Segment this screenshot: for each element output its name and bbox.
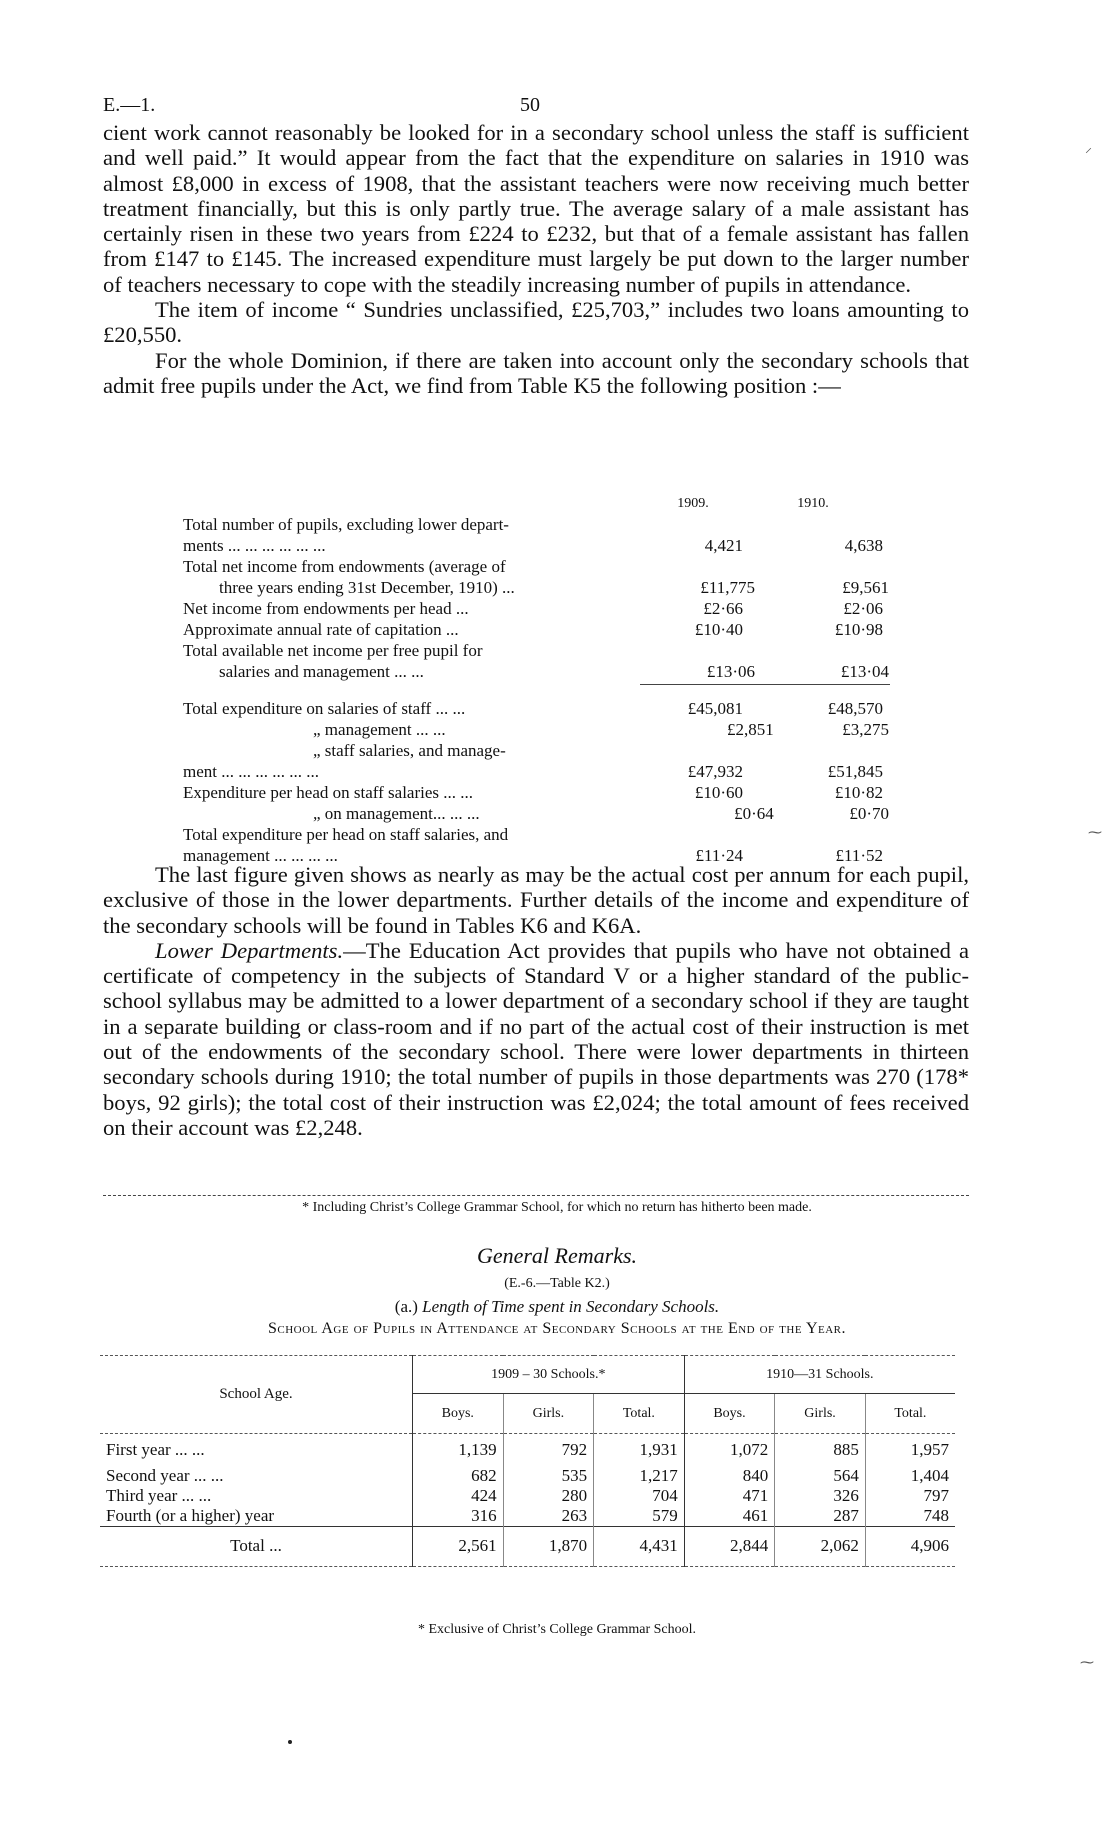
- row-label: three years ending 31st December, 1910) ...: [219, 578, 515, 597]
- position-row: [183, 619, 889, 640]
- table-cell: 1,072: [684, 1434, 775, 1466]
- total-cell: 2,062: [775, 1526, 866, 1566]
- footnote-divider: [103, 1195, 969, 1196]
- value-1910: £2·06: [843, 599, 883, 618]
- document-reference: E.—1.: [103, 94, 156, 116]
- row-label: management ... ... ... ...: [183, 846, 338, 865]
- value-1910: £9,561: [842, 578, 889, 597]
- position-row: [183, 577, 889, 598]
- position-row: [183, 740, 889, 761]
- footnote-including: * Including Christ’s College Grammar School, for which no return has hitherto been made.: [302, 1200, 812, 1215]
- table-cell: 885: [775, 1434, 866, 1466]
- table-cell: 263: [503, 1506, 594, 1527]
- table-cell: 461: [684, 1506, 775, 1527]
- row-label: ments ... ... ... ... ... ...: [183, 536, 326, 555]
- table-reference: (E.-6.—Table K2.): [504, 1276, 610, 1291]
- general-remarks-title: General Remarks.: [476, 1243, 638, 1268]
- scan-mark: ⸝: [1085, 141, 1092, 156]
- paragraph-4: The last figure given shows as nearly as may be the actual cost per annum for each pupil, exclusive of those in the lower departments. Further details of the income and expenditure of the secondary schools will be found in Tables K6 and K6A.: [103, 862, 969, 938]
- table-cell: 471: [684, 1486, 775, 1506]
- value-1910: £0·70: [849, 804, 889, 823]
- position-row: [183, 824, 889, 845]
- school-age-table: [100, 1355, 955, 1567]
- value-1909: £13·06: [706, 662, 755, 681]
- lower-departments-heading: Lower Departments.: [155, 937, 344, 963]
- value-1909: £10·60: [694, 783, 743, 802]
- value-1909: £2·66: [703, 599, 743, 618]
- position-row: [183, 598, 889, 619]
- row-label: „ management ... ...: [313, 720, 446, 739]
- subtitle-letter: (a.): [394, 1297, 418, 1316]
- opening-text: [103, 120, 969, 398]
- value-1910: £11·52: [835, 846, 883, 865]
- row-label: Third year ... ...: [100, 1486, 413, 1506]
- total-cell: 2,844: [684, 1526, 775, 1566]
- sub-header-boys-1909: Boys.: [413, 1394, 504, 1434]
- table-cell: 1,139: [413, 1434, 504, 1466]
- row-label: Fourth (or a higher) year: [100, 1506, 413, 1527]
- value-1910: £48,570: [827, 699, 883, 718]
- table-cell: 792: [503, 1434, 594, 1466]
- scan-mark: ⁓: [1088, 826, 1102, 841]
- table-row: [100, 1506, 955, 1527]
- row-label: Total expenditure per head on staff salaries, and: [183, 825, 509, 844]
- value-1909: £47,932: [687, 762, 743, 781]
- table-cell: 579: [594, 1506, 685, 1527]
- row-label: Total expenditure on salaries of staff ... ...: [183, 699, 466, 718]
- total-cell: 1,870: [503, 1526, 594, 1566]
- row-label: salaries and management ... ...: [219, 662, 424, 681]
- table-cell: 1,957: [910, 1439, 949, 1459]
- table-caption: School Age of Pupils in Attendance at Secondary Schools at the End of the Year.: [267, 1320, 847, 1337]
- table-cell: 326: [775, 1486, 866, 1506]
- row-label: „ staff salaries, and manage-: [313, 741, 506, 760]
- table-cell: 535: [503, 1466, 594, 1486]
- position-row: [183, 719, 889, 740]
- value-1909: £45,081: [687, 699, 743, 718]
- col-1909-header: 1909.: [677, 496, 709, 511]
- position-row: [183, 514, 889, 535]
- table-cell: 564: [775, 1466, 866, 1486]
- position-row: [183, 535, 889, 556]
- page-number: 50: [520, 94, 540, 116]
- table-row: [100, 1486, 955, 1506]
- position-row: [183, 761, 889, 782]
- position-row: [183, 661, 889, 682]
- table-cell: 287: [775, 1506, 866, 1527]
- value-1909: £0·64: [734, 804, 774, 823]
- position-rows-income: [183, 514, 889, 682]
- table-cell: 704: [594, 1486, 685, 1506]
- row-label: Net income from endowments per head ...: [183, 599, 469, 618]
- row-label: ment ... ... ... ... ... ...: [183, 762, 319, 781]
- total-label: Total ...: [100, 1526, 413, 1566]
- table-row: [100, 1434, 955, 1466]
- table-cell: 797: [923, 1485, 949, 1505]
- position-table: [183, 494, 889, 866]
- position-rows-expenditure: [183, 698, 889, 866]
- sub-header-total-1909: Total.: [594, 1394, 685, 1434]
- value-1910: 4,638: [844, 536, 883, 555]
- value-1910: £51,845: [827, 762, 883, 781]
- paragraph-2: The item of income “ Sundries unclassified, £25,703,” includes two loans amounting to £20,550.: [103, 297, 969, 348]
- paragraph-1: cient work cannot reasonably be looked for in a secondary school unless the staff is sufficient and well paid.” It would appear from the fact that the expenditure on salaries in 1910 was almost £8,000 in excess of 1908, that the assistant teachers were now receiving much better treatment financially, but this is only partly true. The average salary of a male assistant has certainly risen in these two years from £224 to £232, but that of a female assistant has fallen from £147 to £145. The increased expenditure must largely be put down to the larger number of teachers necessary to cope with the steadily increasing number of pupils in attendance.: [103, 120, 969, 297]
- value-1910: £13·04: [840, 662, 889, 681]
- sub-header-girls-1909: Girls.: [503, 1394, 594, 1434]
- position-row: [183, 782, 889, 803]
- table-row: [100, 1466, 955, 1486]
- sub-header-total-1910: Total.: [894, 1405, 927, 1421]
- row-label: „ on management... ... ...: [313, 804, 480, 823]
- total-cell: 2,561: [413, 1526, 504, 1566]
- table-cell: 280: [503, 1486, 594, 1506]
- stub-header: School Age.: [100, 1356, 413, 1434]
- paragraph-5: [103, 938, 969, 1140]
- total-cell: 4,906: [910, 1536, 949, 1555]
- value-1909: £2,851: [727, 720, 774, 739]
- school-age-rows: [100, 1434, 955, 1527]
- table-cell: 316: [413, 1506, 504, 1527]
- row-label: Total net income from endowments (average of: [183, 557, 506, 576]
- value-1910: £3,275: [842, 720, 889, 739]
- table-footnote: * Exclusive of Christ’s College Grammar School.: [417, 1622, 696, 1637]
- table-cell: 1,217: [594, 1466, 685, 1486]
- subtitle-text: Length of Time spent in Secondary Schools.: [422, 1297, 720, 1316]
- sub-header-girls-1910: Girls.: [775, 1394, 866, 1434]
- row-label: Total available net income per free pupil for: [183, 641, 483, 660]
- group-header-1910: 1910—31 Schools.: [684, 1356, 955, 1394]
- value-1909: £11·24: [695, 846, 743, 865]
- position-row: [183, 640, 889, 661]
- table-cell: 1,404: [910, 1465, 949, 1485]
- row-label: Approximate annual rate of capitation ...: [183, 620, 459, 639]
- value-1909: £10·40: [694, 620, 743, 639]
- row-label: First year ... ...: [100, 1434, 413, 1466]
- sub-header-boys-1910: Boys.: [684, 1394, 775, 1434]
- row-label: Total number of pupils, excluding lower depart-: [183, 515, 509, 534]
- table-cell: 748: [923, 1505, 949, 1525]
- table-cell: 682: [413, 1466, 504, 1486]
- after-text: [103, 862, 969, 1140]
- total-cell: 4,431: [594, 1526, 685, 1566]
- table-cell: 840: [684, 1466, 775, 1486]
- value-1910: £10·82: [834, 783, 883, 802]
- value-1909: 4,421: [704, 536, 743, 555]
- group-header-1909: 1909 – 30 Schools.*: [413, 1356, 685, 1394]
- scan-mark: ⁓: [1080, 1656, 1094, 1671]
- row-label: Expenditure per head on staff salaries ... ...: [183, 783, 474, 802]
- position-row: [183, 698, 889, 719]
- position-row: [183, 803, 889, 824]
- table-rule: [640, 684, 890, 685]
- lower-departments-text: —The Education Act provides that pupils who have not obtained a certificate of competency in the subjects of Standard V or a higher standard of the public-school syllabus may be admitted to a lower department of a secondary school if they are taught in a separate building or class-room and if no part of the actual cost of their instruction is met out of the endowments of the secondary school. There were lower departments in thirteen secondary schools during 1910; the total number of pupils in those departments was 270 (178* boys, 92 girls); the total cost of their instruction was £2,024; the total amount of fees received on their account was £2,248.: [103, 937, 969, 1140]
- scan-speck: [288, 1740, 292, 1744]
- col-1910-header: 1910.: [797, 496, 829, 511]
- value-1909: £11,775: [700, 578, 755, 597]
- paragraph-3: For the whole Dominion, if there are taken into account only the secondary schools that admit free pupils under the Act, we find from Table K5 the following position :—: [103, 347, 969, 398]
- table-cell: 424: [413, 1486, 504, 1506]
- value-1910: £10·98: [834, 620, 883, 639]
- table-cell: 1,931: [594, 1434, 685, 1466]
- position-row: [183, 556, 889, 577]
- row-label: Second year ... ...: [100, 1466, 413, 1486]
